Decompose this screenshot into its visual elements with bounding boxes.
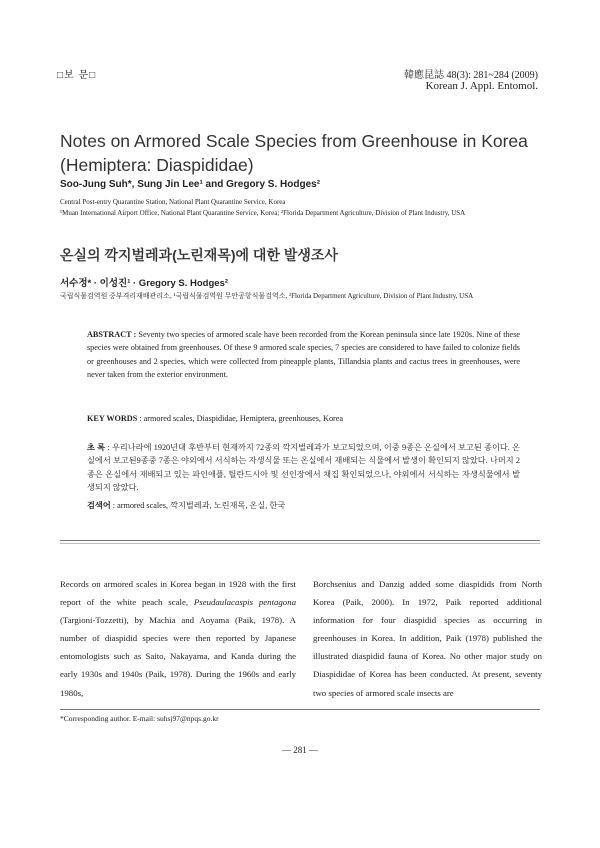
korean-author-list: 서수정* · 이성진¹ · Gregory S. Hodges² bbox=[60, 278, 229, 289]
body-text: (Targioni-Tozzetti), by Machia and Aoyama (Paik, 1978). A number of diaspidid species were then reported by Japanese entomologists such as Saito, Nakayama, and Kanda during the early 1930s and 1940s (Paik, 1978). During the 1960s and early 1980s, bbox=[60, 615, 296, 698]
abstract-label: ABSTRACT : bbox=[87, 330, 137, 339]
footnote: *Corresponding author. E-mail: suhsj97@npqs.go.kr bbox=[60, 714, 219, 723]
section-tag: □보 문□ bbox=[57, 70, 97, 81]
author-list: Soo-Jung Suh*, Sung Jin Lee¹ and Gregory S. Hodges² bbox=[60, 179, 321, 190]
keywords-text: : armored scales, Diaspididae, Hemiptera, greenhouses, Korea bbox=[139, 414, 344, 423]
keywords-label: KEY WORDS bbox=[87, 414, 138, 423]
affiliation-line: Central Post-entry Quarantine Station, National Plant Quarantine Service, Korea bbox=[60, 198, 286, 206]
page-number: — 281 — bbox=[282, 745, 318, 755]
journal-name: Korean J. Appl. Entomol. bbox=[425, 80, 538, 92]
species-name: Pseudaulacaspis pentagona bbox=[193, 597, 297, 608]
body-text: Records on armored scales in Korea began in 1928 with the first report of the white peach scale, bbox=[60, 579, 296, 608]
body-column-right: Borchsenius and Danzig added some diaspidids from North Korea (Paik, 2000). In 1972, Paik reported additional information for four diaspidid species as occurring in greenhouses in Korea. In addition, Paik (1978) published the illustrated diaspidid fauna of Korea. No other major study on Diaspididae of Korea has been conducted. At present, seventy two species of armored scale insects are bbox=[313, 579, 542, 698]
keywords bbox=[87, 414, 520, 423]
affiliation-line: ¹Muan International Airport Office, National Plant Quarantine Service, Korea; ²Florida Department Agriculture, Division of Plant Industry, USA bbox=[60, 209, 466, 217]
abstract bbox=[87, 328, 520, 382]
footnote-divider bbox=[60, 709, 540, 710]
korean-keywords-label: 검색어 bbox=[87, 501, 111, 510]
korean-title: 온실의 깍지벌레과(노린재목)에 대한 발생조사 bbox=[60, 247, 338, 263]
korean-keywords bbox=[87, 500, 520, 511]
korean-abstract-text: : 우리나라에 1920년대 후반부터 현재까지 72종의 깍지벌레과가 보고되었으며, 이중 9종은 온실에서 보고된 종이다. 온실에서 보고된9종중 7종은 야외에서 서식하는 자생식물 또는 온실에서 재배되는 식물에서 발생이 확인되지 않았다. 나머지 2종은 온실에서 재배되고 있는 파인애플, 틸란드시아 및 선인장에서 채집 확인되었으나, 야외에서 서식하는 자생식물에서 발생되지 않았다. bbox=[87, 443, 521, 493]
journal-citation: 韓應昆誌 48(3): 281~284 (2009) bbox=[403, 70, 538, 81]
section-divider bbox=[60, 543, 540, 544]
affiliations bbox=[60, 197, 560, 219]
section-divider bbox=[60, 540, 540, 541]
paper-title: Notes on Armored Scale Species from Greenhouse in Korea (Hemiptera: Diaspididae) bbox=[60, 131, 528, 175]
abstract-text: Seventy two species of armored scale have been recorded from the Korean peninsula since late 1920s. Nine of these species were obtained from greenhouses. Of these 9 armored scale species, 7 species are considered to have failed to colonize fields or greenhouses and 2 species, which were collected from pineapple plants, Tillandsia plants and cactus trees in greenhouses, were never taken from the exterior environment. bbox=[87, 330, 521, 380]
body-column-left bbox=[60, 575, 296, 702]
korean-abstract bbox=[87, 441, 520, 495]
korean-keywords-text: : armored scales, 깍지벌레과, 노린재목, 온실, 한국 bbox=[112, 501, 286, 510]
korean-abstract-label: 초 록 bbox=[87, 443, 106, 452]
korean-affiliations: 국립식물검역원 중부격리재배관리소, ¹국립식물검역원 무안공항식물검역소, ²Florida Department Agriculture, Division of Plant Industry, USA bbox=[60, 292, 474, 300]
